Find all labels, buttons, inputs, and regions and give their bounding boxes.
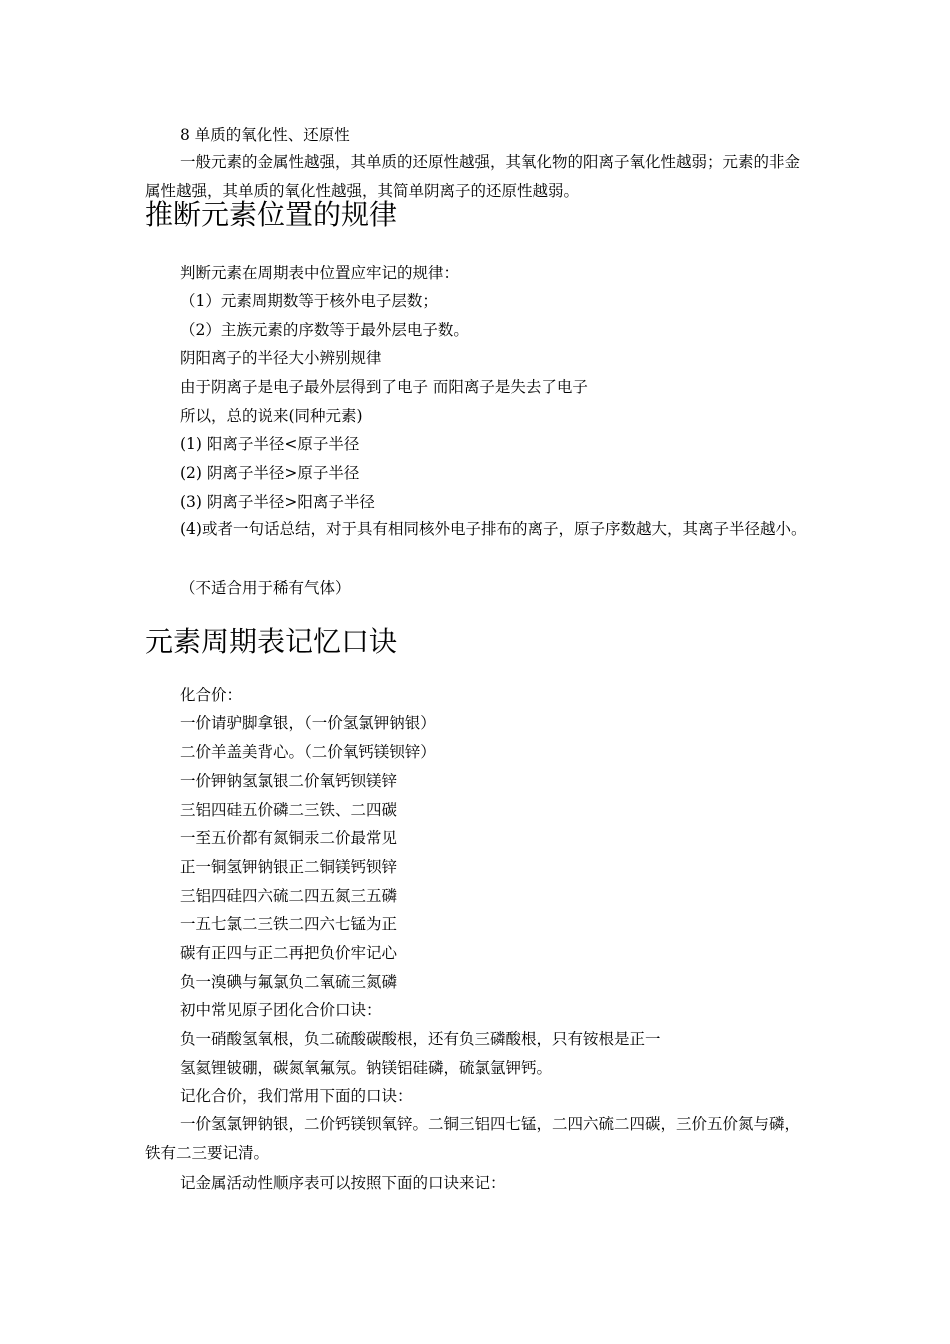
mnemonic-line: 化合价： [180, 686, 243, 704]
mnemonic-line: 二价羊盖美背心。（二价氧钙镁钡锌） [180, 743, 436, 761]
mnemonic-line: 三铝四硅五价磷二三铁、二四碳 [180, 801, 398, 819]
mnemonic-line: 负一硝酸氢氧根，负二硫酸碳酸根，还有负三磷酸根，只有铵根是正一 [180, 1030, 661, 1048]
position-rules-intro: 判断元素在周期表中位置应牢记的规律： [180, 264, 460, 282]
mnemonic-line: 碳有正四与正二再把负价牢记心 [180, 944, 398, 962]
radius-note: （不适合用于稀有气体） [180, 579, 351, 597]
mnemonic-line: 一五七氯二三铁二四六七锰为正 [180, 915, 398, 933]
mnemonic-paragraph: 一价氢氯钾钠银，二价钙镁钡氧锌。二铜三铝四七锰，二四六硫二四碳，三价五价氮与磷，铁有二三要记清。 [145, 1115, 801, 1162]
radius-rule-1: (1) 阳离子半径<原子半径 [180, 435, 360, 453]
heading-periodic-table-mnemonics: 元素周期表记忆口诀 [145, 625, 398, 658]
mnemonic-line: 三铝四硅四六硫二四五氮三五磷 [180, 887, 398, 905]
mnemonic-line: 氢氦锂铍硼，碳氮氧氟氖。钠镁铝硅磷，硫氯氩钾钙。 [180, 1059, 553, 1077]
position-rule-1: （1）元素周期数等于核外电子层数； [180, 292, 438, 310]
radius-rule-2: (2) 阴离子半径>原子半径 [180, 464, 360, 482]
mnemonic-line: 记化合价，我们常用下面的口诀： [180, 1087, 413, 1105]
radius-rule-4: (4)或者一句话总结，对于具有相同核外电子排布的离子，原子序数越大，其离子半径越小。 [180, 520, 807, 538]
radius-reason: 由于阴离子是电子最外层得到了电子 而阳离子是失去了电子 [180, 378, 588, 396]
radius-title: 阴阳离子的半径大小辨别规律 [180, 349, 382, 367]
radius-summary: 所以，总的说来(同种元素) [180, 407, 363, 425]
mnemonic-last-line: 记金属活动性顺序表可以按照下面的口诀来记： [180, 1174, 506, 1192]
mnemonic-line: 初中常见原子团化合价口诀： [180, 1001, 382, 1019]
mnemonic-line: 一价请驴脚拿银，（一价氢氯钾钠银） [180, 714, 436, 732]
radius-rule-3: (3) 阴离子半径>阳离子半径 [180, 493, 375, 511]
mnemonic-line: 一至五价都有氮铜汞二价最常见 [180, 829, 398, 847]
position-rule-2: （2）主族元素的序数等于最外层电子数。 [180, 321, 469, 339]
heading-element-position: 推断元素位置的规律 [145, 198, 398, 231]
section8-title: 8 单质的氧化性、还原性 [180, 126, 350, 144]
mnemonic-line: 一价钾钠氢氯银二价氧钙钡镁锌 [180, 772, 398, 790]
mnemonic-line: 正一铜氢钾钠银正二铜镁钙钡锌 [180, 858, 398, 876]
section8-paragraph: 一般元素的金属性越强，其单质的还原性越强，其氧化物的阳离子氧化性越弱；元素的非金属性越强，其单质的氧化性越强，其简单阴离子的还原性越弱。 [145, 153, 801, 200]
mnemonic-line: 负一溴碘与氟氯负二氧硫三氮磷 [180, 973, 398, 991]
